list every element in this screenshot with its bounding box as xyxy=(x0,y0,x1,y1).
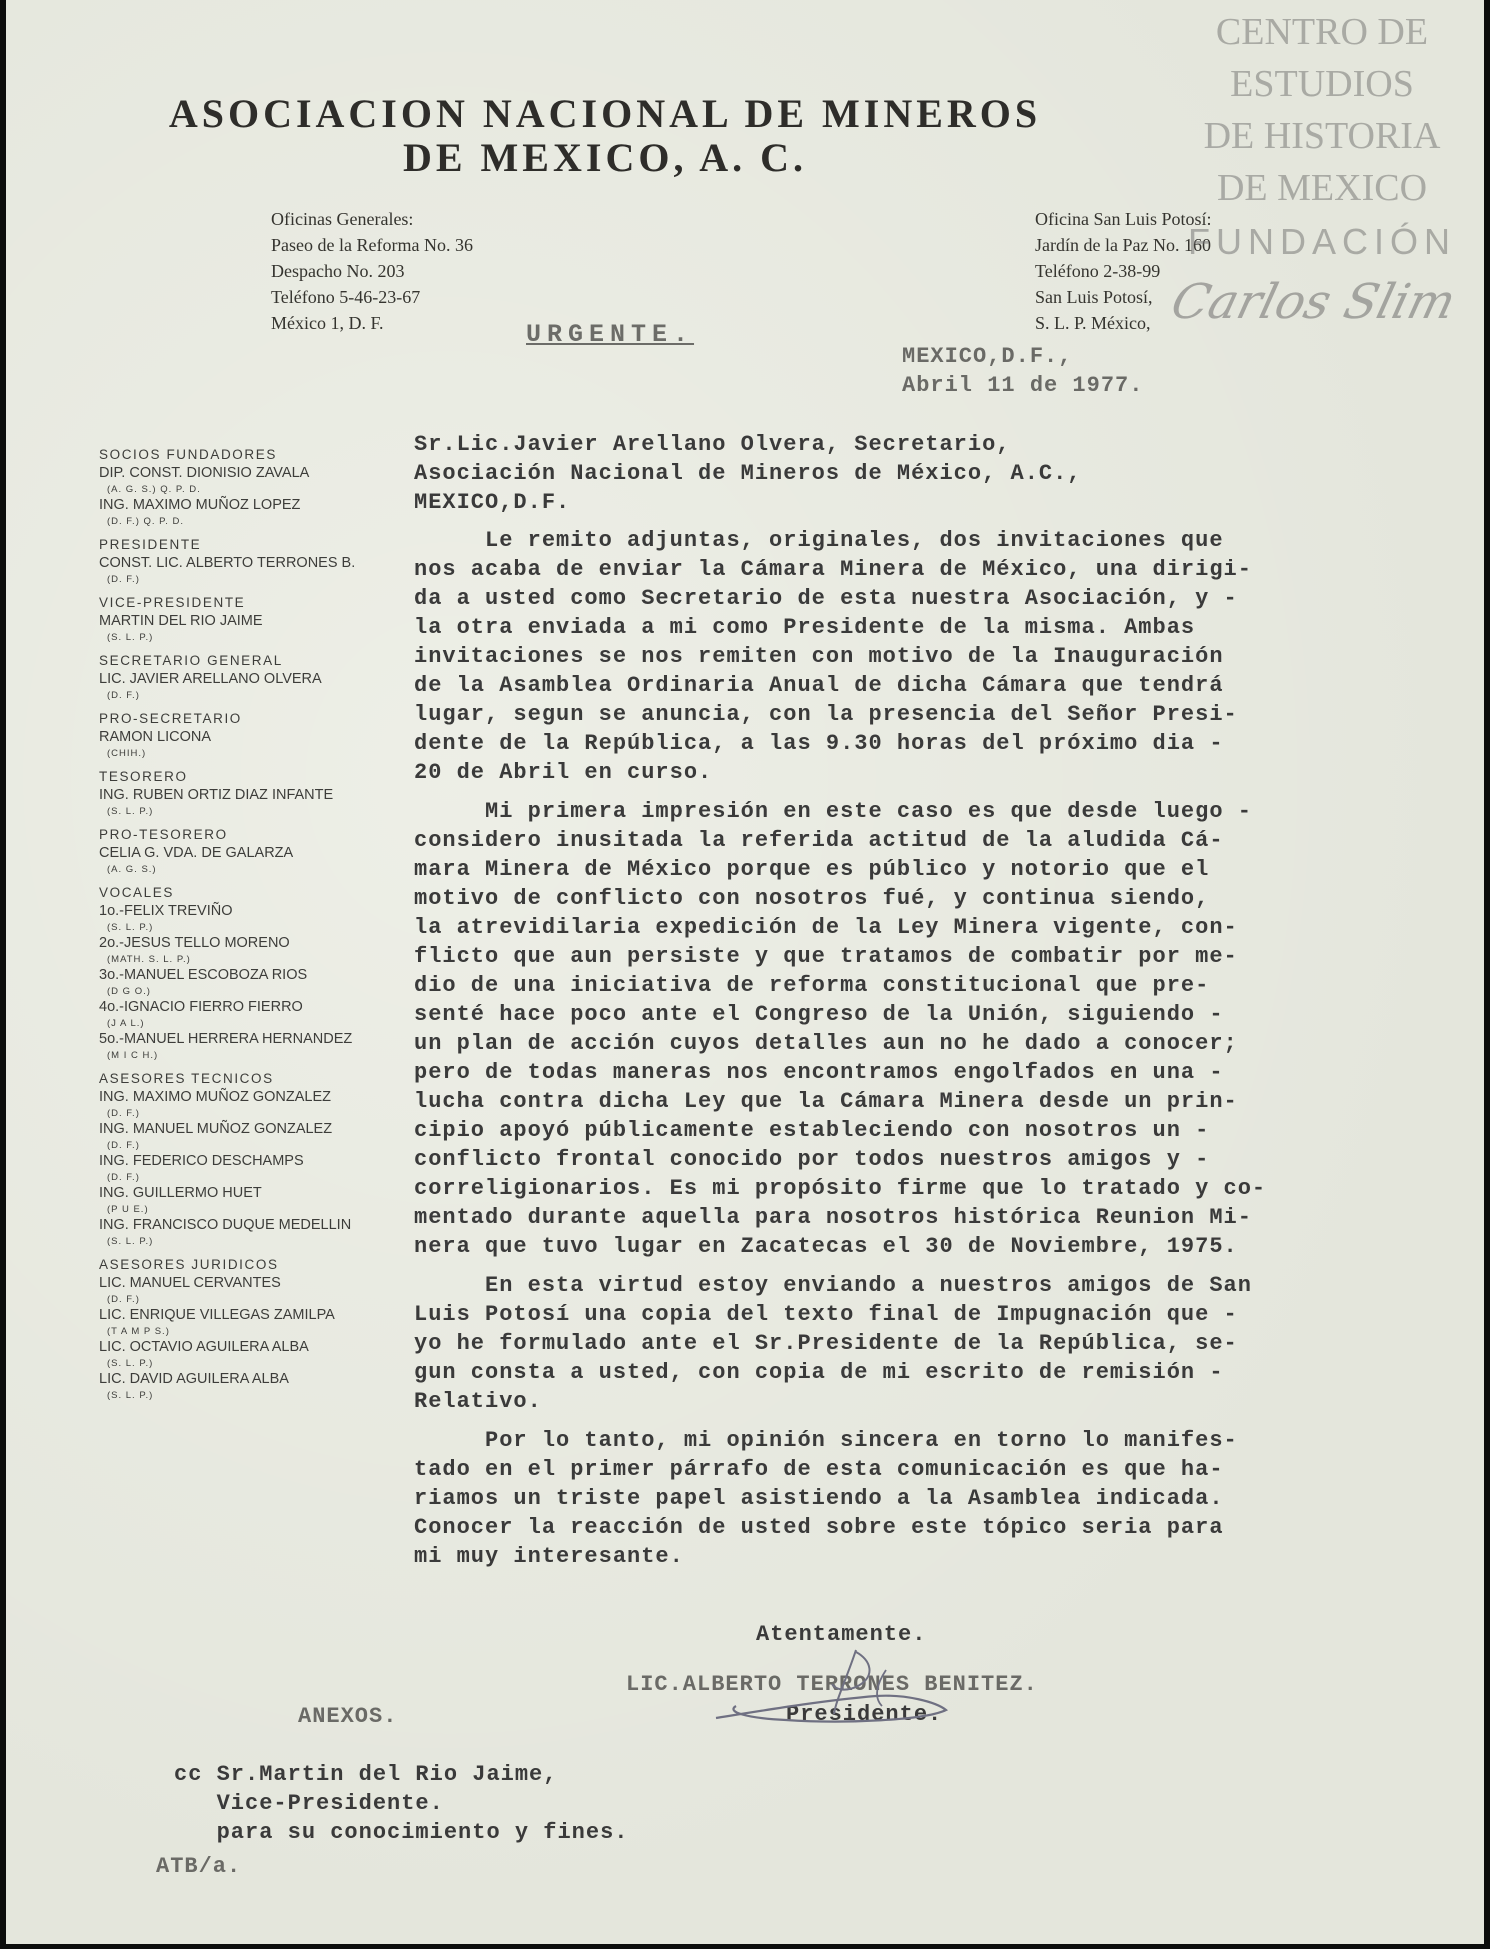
directory-member-name: 5o.-MANUEL HERRERA HERNANDEZ xyxy=(99,1031,353,1047)
directory-member-name: ING. MANUEL MUÑOZ GONZALEZ xyxy=(99,1121,333,1137)
letter-line: gun consta a usted, con copia de mi escrito de remisión - xyxy=(414,1360,1224,1385)
directory-heading: PRO-TESORERO xyxy=(99,827,228,842)
directory-group xyxy=(99,710,419,760)
recipient-block xyxy=(414,430,1082,517)
date-value: Abril 11 de 1977. xyxy=(902,373,1144,398)
directory-member-name: LIC. MANUEL CERVANTES xyxy=(99,1275,281,1291)
directory-member-location: (S. L. P.) xyxy=(107,1390,154,1401)
directory-member-location: (T A M P S.) xyxy=(107,1326,170,1337)
letter-paragraph xyxy=(414,797,1444,1261)
directory-member-location: (D. F.) xyxy=(107,690,140,701)
directory-group xyxy=(99,826,419,876)
cc-block xyxy=(174,1760,628,1847)
letter-line: riamos un triste papel asistiendo a la Asamblea indicada. xyxy=(414,1486,1224,1511)
letter-line: conflicto frontal conocido por todos nuestros amigos y - xyxy=(414,1147,1210,1172)
letter-line: pero de todas maneras nos encontramos engolfados en una - xyxy=(414,1060,1224,1085)
directory-member-name: ING. MAXIMO MUÑOZ LOPEZ xyxy=(99,497,301,513)
letter-date xyxy=(902,342,1143,400)
address-line: Paseo de la Reforma No. 36 xyxy=(271,235,473,255)
handwritten-signature xyxy=(706,1640,966,1740)
directory-member-location: (CHIH.) xyxy=(107,748,147,759)
address-line: S. L. P. México, xyxy=(1035,313,1151,333)
directory-group xyxy=(99,594,419,644)
directory-member-location: (M I C H.) xyxy=(107,1050,159,1061)
letter-line: dio de una iniciativa de reforma constitucional que pre- xyxy=(414,973,1210,998)
directory-heading: PRO-SECRETARIO xyxy=(99,711,242,726)
watermark-line: ESTUDIOS xyxy=(1230,63,1414,105)
address-line: Teléfono 2-38-99 xyxy=(1035,261,1161,281)
recipient-line: Asociación Nacional de Mineros de México, A.C., xyxy=(414,461,1082,486)
letter-paragraph xyxy=(414,526,1444,787)
directory-group xyxy=(99,1256,419,1402)
directory-heading: PRESIDENTE xyxy=(99,537,202,552)
typist-initials: ATB/a. xyxy=(156,1854,242,1879)
letter-line: mi muy interesante. xyxy=(414,1544,684,1569)
directory-member-name: LIC. DAVID AGUILERA ALBA xyxy=(99,1371,289,1387)
letter-paragraph xyxy=(414,1271,1444,1416)
address-line: México 1, D. F. xyxy=(271,313,384,333)
directory-heading: TESORERO xyxy=(99,769,188,784)
directory-group xyxy=(99,446,419,528)
address-line: Oficinas Generales: xyxy=(271,209,414,229)
signer-title: Presidente. xyxy=(786,1702,943,1727)
address-line: Teléfono 5-46-23-67 xyxy=(271,287,421,307)
annexes-label: ANEXOS. xyxy=(298,1704,398,1729)
letter-line: senté hace poco ante el Congreso de la Unión, siguiendo - xyxy=(414,1002,1224,1027)
letter-page xyxy=(6,0,1484,1944)
directory-member-location: (D G O.) xyxy=(107,986,151,997)
letter-line: Relativo. xyxy=(414,1389,542,1414)
archive-watermark xyxy=(1172,6,1472,338)
directory-member-location: (A. G. S.) Q. P. D. xyxy=(107,484,201,495)
directory-member-name: ING. MAXIMO MUÑOZ GONZALEZ xyxy=(99,1089,332,1105)
directory-member-name: ING. RUBEN ORTIZ DIAZ INFANTE xyxy=(99,787,334,803)
letter-line: de la Asamblea Ordinaria Anual de dicha Cámara que tendrá xyxy=(414,673,1224,698)
directory-member-location: (MATH. S. L. P.) xyxy=(107,954,191,965)
directory-heading: ASESORES JURIDICOS xyxy=(99,1257,279,1272)
carlos-slim-signature-logo xyxy=(1172,268,1472,338)
urgent-stamp: URGENTE. xyxy=(526,320,695,349)
cc-line: para su conocimiento y fines. xyxy=(174,1820,629,1845)
directory-member-location: (S. L. P.) xyxy=(107,1358,154,1369)
directory-member-name: ING. GUILLERMO HUET xyxy=(99,1185,262,1201)
directory-heading: VOCALES xyxy=(99,885,174,900)
directory-member-location: (D. F.) xyxy=(107,574,140,585)
letter-line: En esta virtud estoy enviando a nuestros amigos de San xyxy=(414,1273,1252,1298)
directory-member-location: (S. L. P.) xyxy=(107,632,154,643)
directory-member-location: (A. G. S.) xyxy=(107,864,157,875)
letter-line: la otra enviada a mi como Presidente de la misma. Ambas xyxy=(414,615,1196,640)
general-offices-address xyxy=(271,206,473,336)
directory-member-name: 1o.-FELIX TREVIÑO xyxy=(99,903,233,919)
directory-member-name: CONST. LIC. ALBERTO TERRONES B. xyxy=(99,555,356,571)
directory-member-location: (S. L. P.) xyxy=(107,922,154,933)
directory-member-location: (S. L. P.) xyxy=(107,1236,154,1247)
directory-member-name: LIC. ENRIQUE VILLEGAS ZAMILPA xyxy=(99,1307,335,1323)
title-line-1: ASOCIACION NACIONAL DE MINEROS xyxy=(168,91,1042,136)
letter-line: yo he formulado ante el Sr.Presidente de la República, se- xyxy=(414,1331,1238,1356)
directory-group xyxy=(99,652,419,702)
letter-line: la atrevidilaria expedición de la Ley Minera vigente, con- xyxy=(414,915,1238,940)
directory-member-name: 2o.-JESUS TELLO MORENO xyxy=(99,935,290,951)
letter-line: invitaciones se nos remiten con motivo de la Inauguración xyxy=(414,644,1224,669)
watermark-signature-text: Carlos Slim xyxy=(1172,274,1462,330)
address-line: Oficina San Luis Potosí: xyxy=(1035,209,1212,229)
letter-line: considero inusitada la referida actitud de la aludida Cá- xyxy=(414,828,1224,853)
directory-member-location: (S. L. P.) xyxy=(107,806,154,817)
letter-line: Por lo tanto, mi opinión sincera en torno lo manifes- xyxy=(414,1428,1238,1453)
letter-line: Conocer la reacción de usted sobre este tópico seria para xyxy=(414,1515,1224,1540)
directory-group xyxy=(99,536,419,586)
closing: Atentamente. xyxy=(756,1622,927,1647)
letter-body xyxy=(414,526,1444,1581)
letter-line: Mi primera impresión en este caso es que desde luego - xyxy=(414,799,1252,824)
directory-member-name: CELIA G. VDA. DE GALARZA xyxy=(99,845,294,861)
letter-line: da a usted como Secretario de esta nuestra Asociación, y - xyxy=(414,586,1238,611)
letter-line: flicto que aun persiste y que tratamos de combatir por me- xyxy=(414,944,1238,969)
directory-heading: SOCIOS FUNDADORES xyxy=(99,447,277,462)
directory-member-name: MARTIN DEL RIO JAIME xyxy=(99,613,263,629)
letter-line: lugar, segun se anuncia, con la presencia del Señor Presi- xyxy=(414,702,1238,727)
directory-member-location: (D. F.) xyxy=(107,1140,140,1151)
directory-member-name: 3o.-MANUEL ESCOBOZA RIOS xyxy=(99,967,308,983)
letter-line: nos acaba de enviar la Cámara Minera de México, una dirigi- xyxy=(414,557,1252,582)
directory-member-location: (D. F.) xyxy=(107,1294,140,1305)
signer-name: LIC.ALBERTO TERRONES BENITEZ. xyxy=(626,1672,1038,1697)
watermark-foundation: FUNDACIÓN xyxy=(1188,221,1456,262)
cc-line: Vice-Presidente. xyxy=(174,1791,444,1816)
letter-paragraph xyxy=(414,1426,1444,1571)
title-line-2: DE MEXICO, A. C. xyxy=(402,135,808,180)
board-directory xyxy=(99,446,419,1410)
letter-line: nera que tuvo lugar en Zacatecas el 30 de Noviembre, 1975. xyxy=(414,1234,1238,1259)
letter-line: mara Minera de México porque es público y notorio que el xyxy=(414,857,1210,882)
directory-member-name: RAMON LICONA xyxy=(99,729,211,745)
directory-member-name: ING. FEDERICO DESCHAMPS xyxy=(99,1153,304,1169)
directory-member-name: ING. FRANCISCO DUQUE MEDELLIN xyxy=(99,1217,352,1233)
directory-member-name: LIC. JAVIER ARELLANO OLVERA xyxy=(99,671,322,687)
letter-line: correligionarios. Es mi propósito firme que lo tratado y co- xyxy=(414,1176,1267,1201)
directory-group xyxy=(99,1070,419,1248)
letter-line: mentado durante aquella para nosotros histórica Reunion Mi- xyxy=(414,1205,1252,1230)
directory-member-name: LIC. OCTAVIO AGUILERA ALBA xyxy=(99,1339,309,1355)
directory-group xyxy=(99,884,419,1062)
recipient-line: Sr.Lic.Javier Arellano Olvera, Secretario, xyxy=(414,432,1011,457)
letter-line: 20 de Abril en curso. xyxy=(414,760,713,785)
address-line: Despacho No. 203 xyxy=(271,261,405,281)
directory-heading: VICE-PRESIDENTE xyxy=(99,595,246,610)
watermark-line: DE MEXICO xyxy=(1216,167,1428,209)
letter-line: un plan de acción cuyos detalles aun no he dado a conocer; xyxy=(414,1031,1238,1056)
letter-line: tado en el primer párrafo de esta comunicación es que ha- xyxy=(414,1457,1224,1482)
watermark-line: CENTRO DE xyxy=(1215,11,1429,53)
directory-member-name: DIP. CONST. DIONISIO ZAVALA xyxy=(99,465,310,481)
date-place: MEXICO,D.F., xyxy=(902,344,1073,369)
organization-title xyxy=(6,92,1344,180)
address-line: Jardín de la Paz No. 160 xyxy=(1035,235,1211,255)
cc-line: cc Sr.Martin del Rio Jaime, xyxy=(174,1762,558,1787)
directory-group xyxy=(99,768,419,818)
directory-heading: SECRETARIO GENERAL xyxy=(99,653,283,668)
directory-member-location: (D. F.) xyxy=(107,1108,140,1119)
recipient-line: MEXICO,D.F. xyxy=(414,490,571,515)
letter-line: motivo de conflicto con nosotros fué, y continua siendo, xyxy=(414,886,1210,911)
letter-line: cipio apoyó públicamente estableciendo con nosotros un - xyxy=(414,1118,1210,1143)
letter-line: Le remito adjuntas, originales, dos invitaciones que xyxy=(414,528,1224,553)
directory-member-location: (P U E.) xyxy=(107,1204,149,1215)
letter-line: lucha contra dicha Ley que la Cámara Minera desde un prin- xyxy=(414,1089,1238,1114)
directory-member-location: (D. F.) xyxy=(107,1172,140,1183)
directory-heading: ASESORES TECNICOS xyxy=(99,1071,274,1086)
letter-line: Luis Potosí una copia del texto final de Impugnación que - xyxy=(414,1302,1238,1327)
watermark-line: DE HISTORIA xyxy=(1203,115,1441,157)
letter-line: dente de la República, a las 9.30 horas del próximo dia - xyxy=(414,731,1224,756)
directory-member-location: (J A L.) xyxy=(107,1018,145,1029)
directory-member-location: (D. F.) Q. P. D. xyxy=(107,516,185,527)
directory-member-name: 4o.-IGNACIO FIERRO FIERRO xyxy=(99,999,303,1015)
address-line: San Luis Potosí, xyxy=(1035,287,1153,307)
